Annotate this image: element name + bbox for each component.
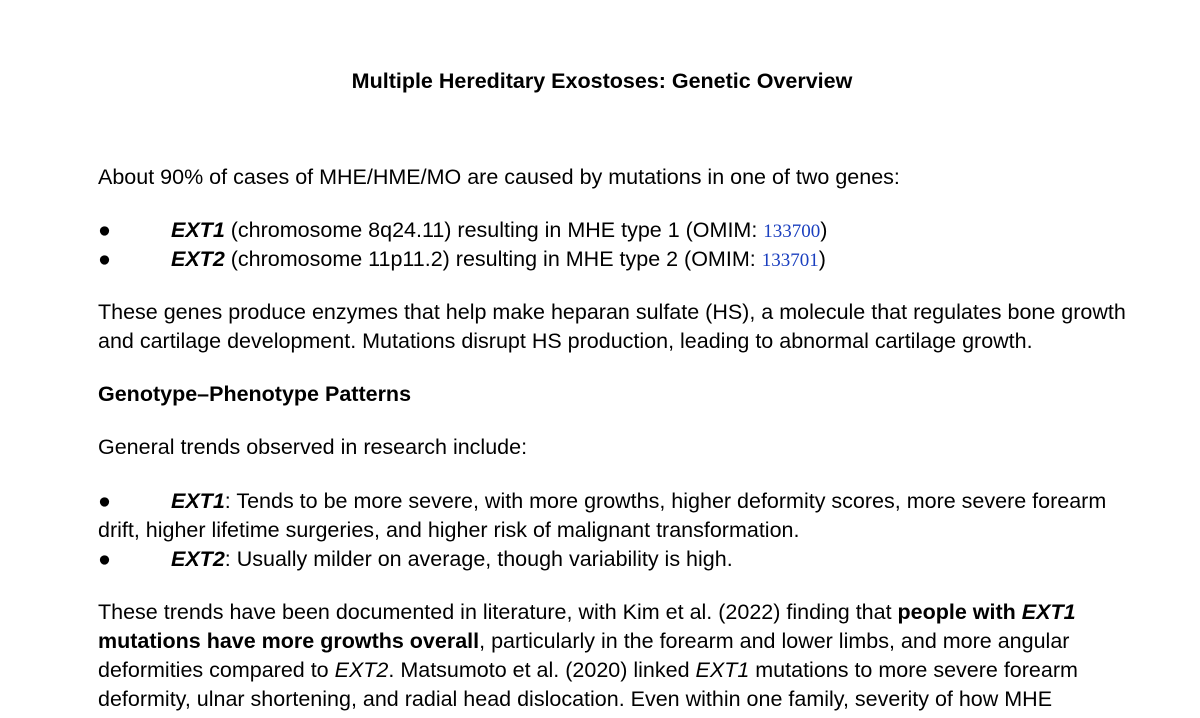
page-title: Multiple Hereditary Exostoses: Genetic Overview	[351, 69, 853, 93]
trend-list-item	[98, 545, 1138, 574]
literature-bold: people with	[897, 600, 1022, 624]
hs-paragraph: These genes produce enzymes that help make heparan sulfate (HS), a molecule that regulates bone growth and cartilage development. Mutations disrupt HS production, leading to abnormal cartilage growth.	[98, 300, 1126, 353]
bullet-dot: ●	[98, 489, 111, 513]
gene-name: EXT1	[171, 218, 225, 242]
close-paren: )	[820, 218, 828, 242]
close-paren: )	[818, 247, 826, 271]
gene-description: (chromosome 8q24.11) resulting in MHE type 1 (OMIM:	[224, 218, 764, 242]
bullet-dot: ●	[98, 247, 111, 271]
literature-bold-italic: EXT1	[1021, 600, 1076, 624]
section-heading: Genotype–Phenotype Patterns	[98, 382, 412, 406]
literature-italic: EXT2	[334, 658, 389, 682]
literature-bold: mutations have more growths overall	[98, 629, 480, 653]
omim-link[interactable]: 133700	[763, 221, 821, 242]
bullet-dot: ●	[98, 218, 111, 242]
omim-link[interactable]: 133701	[761, 250, 819, 271]
trend-text: : Usually milder on average, though variability is high.	[224, 547, 733, 571]
gene-list-item	[98, 245, 1138, 275]
gene-name: EXT2	[171, 247, 225, 271]
gene-description: (chromosome 11p11.2) resulting in MHE type 2 (OMIM:	[224, 247, 762, 271]
literature-paragraph	[98, 598, 1138, 714]
bullet-dot: ●	[98, 547, 111, 571]
trend-text: : Tends to be more severe, with more growths, higher deformity scores, more severe forearm drift, higher lifetime surgeries, and higher risk of malignant transformation.	[98, 489, 1107, 542]
literature-text: . Matsumoto et al. (2020) linked	[388, 658, 696, 682]
trends-intro: General trends observed in research include:	[98, 435, 528, 459]
literature-text: , particularly in the forearm and lower limbs, and more angular deformities compared to	[98, 629, 1070, 682]
literature-italic: EXT1	[695, 658, 750, 682]
literature-text: These trends have been documented in literature, with Kim et al. (2022) finding that	[98, 600, 898, 624]
gene-name: EXT1	[171, 489, 225, 513]
gene-name: EXT2	[171, 547, 225, 571]
literature-text: mutations to more severe forearm deformity, ulnar shortening, and radial head dislocation. Even within one family, severity of how MHE	[98, 658, 1078, 711]
intro-paragraph: About 90% of cases of MHE/HME/MO are caused by mutations in one of two genes:	[98, 165, 900, 189]
trend-list-item	[98, 487, 1138, 545]
gene-list-item	[98, 216, 1138, 246]
